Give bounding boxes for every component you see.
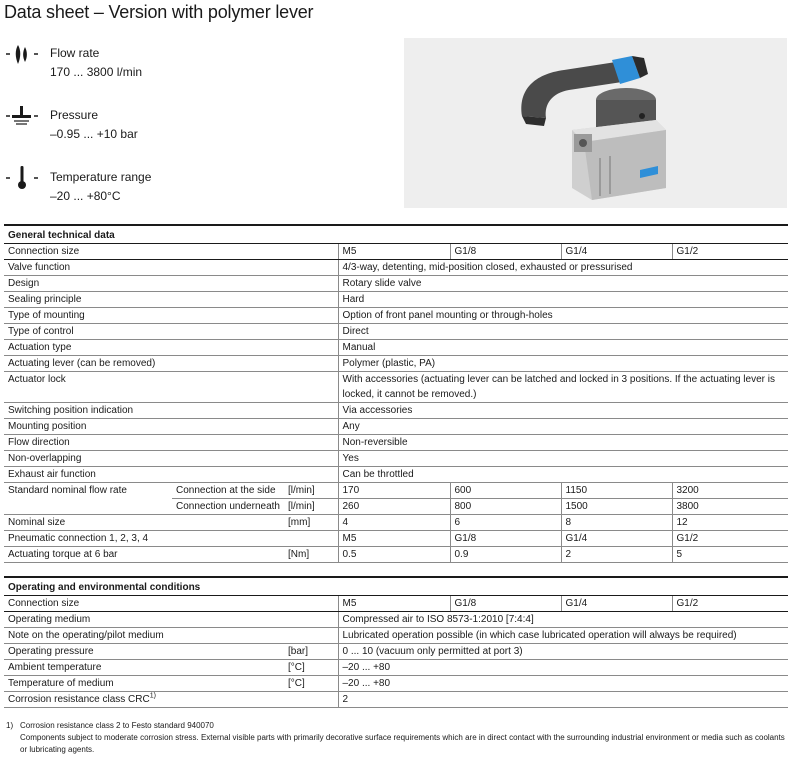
row-label: Actuating lever (can be removed) — [4, 356, 338, 372]
row-cell: 6 — [450, 515, 561, 531]
row-cell: 600 — [450, 483, 561, 499]
table-row — [4, 515, 788, 531]
row-unit: [bar] — [284, 644, 338, 660]
product-image — [404, 38, 787, 208]
row-cell: 1500 — [561, 499, 672, 515]
table-row — [4, 676, 788, 692]
row-label: Ambient temperature — [4, 660, 284, 676]
table-row — [4, 467, 788, 483]
row-label: Type of control — [4, 324, 338, 340]
page-title: Data sheet – Version with polymer lever — [4, 2, 314, 22]
row-value: Via accessories — [338, 403, 788, 419]
row-cell: M5 — [338, 531, 450, 547]
spec-pressure — [6, 104, 206, 148]
row-label: Exhaust air function — [4, 467, 338, 483]
row-value: Rotary slide valve — [338, 276, 788, 292]
row-sublabel: Connection at the side — [172, 483, 284, 499]
row-unit: [°C] — [284, 660, 338, 676]
flow-rate-icon — [6, 42, 40, 76]
row-label: Switching position indication — [4, 403, 338, 419]
spec-label: Temperature range — [50, 170, 152, 184]
row-label: Valve function — [4, 260, 338, 276]
temperature-icon — [6, 166, 40, 200]
row-cell: 3800 — [672, 499, 788, 515]
footnote-ref: 1) — [149, 692, 156, 700]
table-row — [4, 612, 788, 628]
row-cell: G1/8 — [450, 531, 561, 547]
row-value: Can be throttled — [338, 467, 788, 483]
row-label: Actuating torque at 6 bar — [4, 547, 284, 563]
row-value: Non-reversible — [338, 435, 788, 451]
row-value: 4/3-way, detenting, mid-position closed, exhausted or pressurised — [338, 260, 788, 276]
row-unit — [284, 612, 338, 628]
row-unit: [l/min] — [284, 499, 338, 515]
table-row — [4, 483, 788, 499]
row-label: Standard nominal flow rate — [4, 483, 172, 515]
row-label: Operating pressure — [4, 644, 284, 660]
table-row — [4, 372, 788, 403]
row-label: Flow direction — [4, 435, 338, 451]
row-label: Type of mounting — [4, 308, 338, 324]
footnote-marker: 1) — [6, 721, 14, 730]
general-technical-data-table — [4, 224, 788, 563]
row-label: Design — [4, 276, 338, 292]
row-label: Sealing principle — [4, 292, 338, 308]
row-value: Direct — [338, 324, 788, 340]
table-row — [4, 435, 788, 451]
table-row — [4, 340, 788, 356]
header-size: G1/2 — [672, 596, 788, 612]
section-title-row — [4, 225, 788, 244]
header-size: G1/2 — [672, 244, 788, 260]
row-value: With accessories (actuating lever can be latched and locked in 3 positions. If the actuating lever is locked, it cannot be removed.) — [338, 372, 788, 403]
row-unit: [°C] — [284, 676, 338, 692]
table-row — [4, 451, 788, 467]
row-label: Nominal size — [4, 515, 284, 531]
table-row — [4, 356, 788, 372]
footnote-description: Components subject to moderate corrosion stress. External visible parts with primarily decorative surface requirements which are in direct contact with the surrounding industrial environment or media such as coolants or lubricating agents. — [20, 733, 785, 754]
row-value: Manual — [338, 340, 788, 356]
row-value: Hard — [338, 292, 788, 308]
table-row — [4, 403, 788, 419]
row-unit — [284, 628, 338, 644]
spec-label: Pressure — [50, 108, 99, 122]
section-title: General technical data — [4, 225, 788, 244]
row-cell: 5 — [672, 547, 788, 563]
header-row — [4, 596, 788, 612]
table-row — [4, 324, 788, 340]
row-value: Polymer (plastic, PA) — [338, 356, 788, 372]
row-unit: [l/min] — [284, 483, 338, 499]
table-row — [4, 644, 788, 660]
row-unit — [284, 531, 338, 547]
row-cell: 260 — [338, 499, 450, 515]
table-row — [4, 628, 788, 644]
table-row — [4, 276, 788, 292]
spec-value: 170 ... 3800 l/min — [50, 65, 143, 79]
table-row — [4, 531, 788, 547]
row-value: –20 ... +80 — [338, 676, 788, 692]
table-row — [4, 419, 788, 435]
row-label: Actuator lock — [4, 372, 338, 403]
row-cell: 0.5 — [338, 547, 450, 563]
footnote — [6, 720, 786, 756]
table-row — [4, 308, 788, 324]
spec-value: –0.95 ... +10 bar — [50, 127, 138, 141]
table-row — [4, 692, 788, 708]
row-label: Operating medium — [4, 612, 284, 628]
row-cell: 3200 — [672, 483, 788, 499]
row-cell: 8 — [561, 515, 672, 531]
header-size: G1/4 — [561, 596, 672, 612]
spec-flow-rate — [6, 42, 206, 86]
operating-conditions-table — [4, 576, 788, 708]
row-cell: G1/2 — [672, 531, 788, 547]
row-value: Yes — [338, 451, 788, 467]
row-cell: 800 — [450, 499, 561, 515]
row-label: Temperature of medium — [4, 676, 284, 692]
header-size: M5 — [338, 244, 450, 260]
row-cell: 0.9 — [450, 547, 561, 563]
row-cell: 2 — [561, 547, 672, 563]
spec-value: –20 ... +80°C — [50, 189, 121, 203]
section-title-row — [4, 577, 788, 596]
header-size: G1/8 — [450, 244, 561, 260]
table-row — [4, 660, 788, 676]
row-cell: 12 — [672, 515, 788, 531]
row-cell: 1150 — [561, 483, 672, 499]
header-size: M5 — [338, 596, 450, 612]
row-label: Pneumatic connection 1, 2, 3, 4 — [4, 531, 284, 547]
row-sublabel: Connection underneath — [172, 499, 284, 515]
row-label: Note on the operating/pilot medium — [4, 628, 284, 644]
header-label: Connection size — [4, 596, 338, 612]
header-size: G1/4 — [561, 244, 672, 260]
row-label: Mounting position — [4, 419, 338, 435]
row-value: Lubricated operation possible (in which case lubricated operation will always be required) — [338, 628, 788, 644]
row-label — [4, 692, 284, 708]
row-unit: [mm] — [284, 515, 338, 531]
row-cell: 4 — [338, 515, 450, 531]
header-row — [4, 244, 788, 260]
row-label: Non-overlapping — [4, 451, 338, 467]
header-label: Connection size — [4, 244, 338, 260]
spec-temperature — [6, 166, 206, 210]
row-value: Any — [338, 419, 788, 435]
row-label-text: Corrosion resistance class CRC — [8, 694, 150, 705]
section-title: Operating and environmental conditions — [4, 577, 788, 596]
table-row — [4, 547, 788, 563]
row-value: –20 ... +80 — [338, 660, 788, 676]
row-value: 2 — [338, 692, 788, 708]
row-value: Compressed air to ISO 8573-1:2010 [7:4:4] — [338, 612, 788, 628]
hand-lever-valve-illustration — [404, 38, 787, 208]
spec-label: Flow rate — [50, 46, 100, 60]
row-cell: G1/4 — [561, 531, 672, 547]
row-value: 0 ... 10 (vacuum only permitted at port 3) — [338, 644, 788, 660]
table-row — [4, 260, 788, 276]
row-label: Actuation type — [4, 340, 338, 356]
row-unit — [284, 692, 338, 708]
row-unit: [Nm] — [284, 547, 338, 563]
row-cell: 170 — [338, 483, 450, 499]
header-size: G1/8 — [450, 596, 561, 612]
table-row — [4, 292, 788, 308]
row-value: Option of front panel mounting or through-holes — [338, 308, 788, 324]
footnote-text: Corrosion resistance class 2 to Festo standard 940070 — [20, 721, 214, 730]
pressure-icon — [6, 104, 40, 138]
